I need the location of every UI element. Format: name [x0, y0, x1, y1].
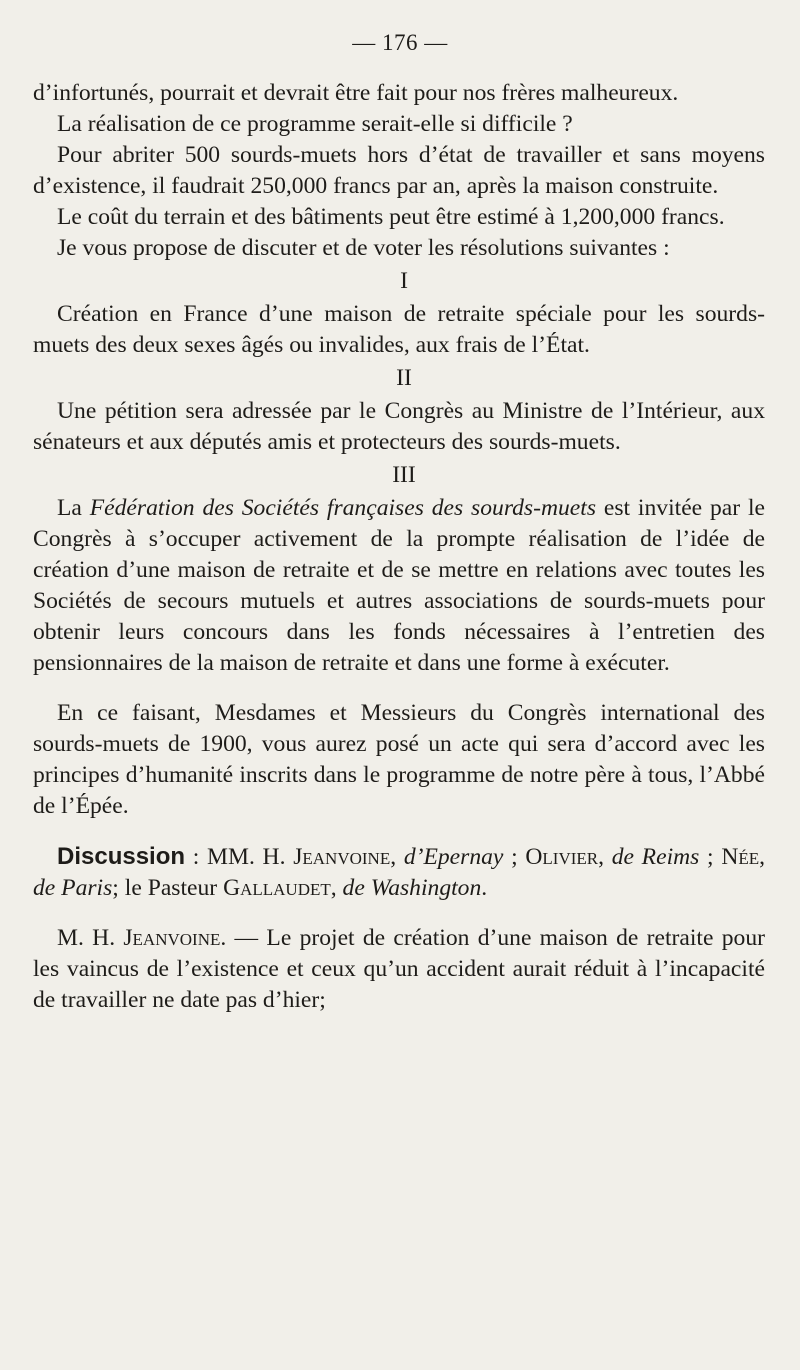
discussion-line: Discussion : MM. H. Jeanvoine, d’Epernay ; Olivier, de Reims ; Née, de Paris; le Pasteur Gallaudet, de Washington. [33, 843, 766, 901]
speaker-3-place: de Paris [33, 875, 113, 901]
paragraph-land-cost: Le coût du terrain et des bâtiments peut être estimé à 1,200,000 francs. [57, 204, 725, 230]
speaker-2-place: de Reims [611, 844, 700, 870]
speaker-3-name: Née [721, 844, 760, 870]
discussion-heading: Discussion [57, 843, 186, 870]
federation-name: Fédération des Sociétés françaises des sourds-muets [89, 495, 597, 521]
page-body [33, 78, 765, 1016]
resolution-numeral-3: III [392, 462, 416, 488]
speech-text: — Le projet de création d’une maison de retraite pour les vaincus de l’existence et ceux qu’un accident aurait réduit à l’incapacité de travailler ne date pas d’hier; [33, 925, 765, 1013]
discussion-mm: MM. H. [207, 844, 286, 870]
speaker-4-prefix: le Pasteur [124, 875, 218, 901]
resolution-text-1: Création en France d’une maison de retraite spéciale pour les sourds-muets des deux sexes âgés ou invalides, aux frais de l’État. [33, 301, 765, 358]
speaker-4-place: de Washington [342, 875, 482, 901]
speaker-1-place: d’Epernay [403, 844, 504, 870]
discussion-separator: : [185, 844, 207, 870]
paragraph-continuation: d’infortunés, pourrait et devrait être fait pour nos frères malheureux. [33, 80, 679, 106]
speaker-4-name: Gallaudet [223, 875, 331, 901]
resolution-numeral-2: II [396, 365, 412, 391]
resolution-text-2: Une pétition sera adressée par le Congrès au Ministre de l’Intérieur, aux sénateurs et aux députés amis et protecteurs des sourds-muets. [33, 398, 765, 455]
resolution-numeral-1: I [400, 268, 408, 294]
page-number: — 176 — [352, 30, 448, 55]
resolution-3-start: La [57, 495, 82, 521]
paragraph-question: La réalisation de ce programme serait-elle si difficile ? [57, 111, 573, 137]
closing-paragraph: En ce faisant, Mesdames et Messieurs du Congrès international des sourds-muets de 1900, vous aurez posé un acte qui sera d’accord avec les principes d’humanité inscrits dans le programme de notre père à tous, l’Abbé de l’Épée. [33, 700, 765, 819]
speaker-1-name: Jeanvoine [293, 844, 391, 870]
resolution-3-end: est invitée par le Congrès à s’occuper activement de la prompte réalisation de l’idée de création d’une maison de retraite et de se mettre en relations avec toutes les Sociétés de secours mutuels et autres associations de sourds-muets pour obtenir leurs concours dans les fonds nécessaires à l’entretien des pensionnaires de la maison de retraite et dans une forme à exécuter. [33, 495, 765, 676]
speech-speaker: M. H. Jeanvoine. [57, 925, 227, 951]
speaker-2-name: Olivier [525, 844, 599, 870]
speech-paragraph [33, 923, 765, 1016]
paragraph-proposal: Je vous propose de discuter et de voter les résolutions suivantes : [57, 235, 670, 261]
resolution-text-3 [33, 493, 765, 679]
paragraph-cost-estimate: Pour abriter 500 sourds-muets hors d’état de travailler et sans moyens d’existence, il faudrait 250,000 francs par an, après la maison construite. [33, 142, 765, 199]
